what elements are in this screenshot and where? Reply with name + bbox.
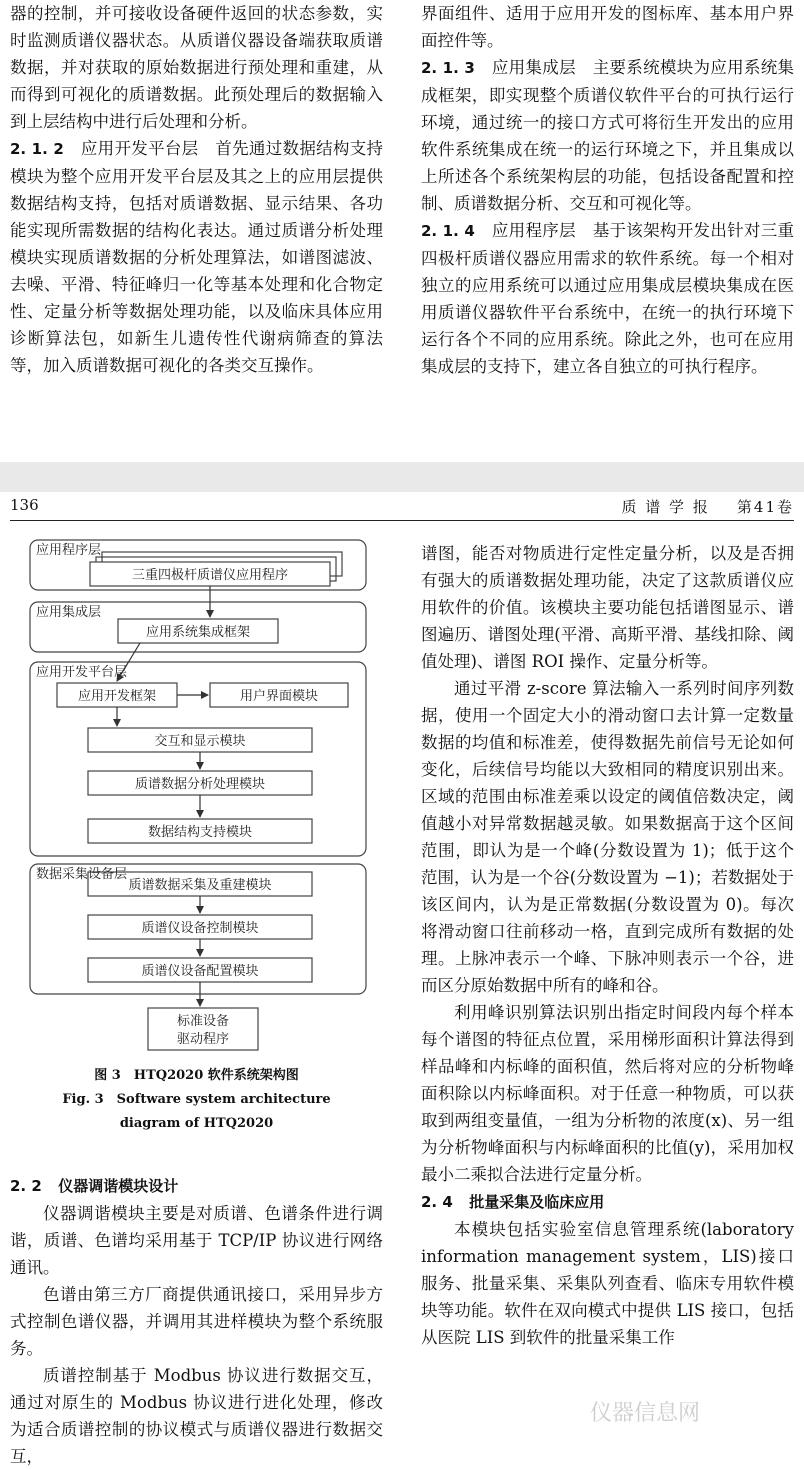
caption-en-2: diagram of HTQ2020 (119, 1116, 274, 1131)
section-title: 应用开发平台层 (80, 139, 199, 158)
section-2-2-heading (10, 1172, 383, 1200)
caption-en-1: Fig. 3 Software system architecture (62, 1092, 331, 1107)
section-title: 应用集成层 (491, 58, 576, 77)
header-rule (10, 520, 794, 521)
section-2-1-2 (10, 135, 383, 379)
section-number: 2. 1. 3 (421, 59, 475, 77)
section-title: 应用程序层 (491, 221, 576, 240)
integration-framework-label: 应用系统集成框架 (145, 625, 251, 640)
page-number: 136 (10, 496, 39, 514)
paragraph: 本模块包括实验室信息管理系统(laboratory information management system，LIS)接口服务、批量采集、采集队列查看、临床专用软件模块等功能。软件在双向模式中提供 LIS 接口，包括从医院 LIS 到软件的批量采集工作 (421, 1220, 794, 1347)
section-number: 2. 2 (10, 1177, 42, 1195)
interaction-module-label: 交互和显示模块 (154, 734, 246, 749)
paragraph: 利用峰识别算法识别出指定时间段内每个样本每个谱图的特征点位置，采用梯形面积计算法得到样品峰和内标峰的面积值，然后将对应的分析物峰面积除以内标峰面积。对于任意一种物质，可以获取到两组变量值，一组为分析物的浓度(x)、另一组为分析物峰面积与内标峰面积的比值(y)，采用加权最小二乘拟合法进行定量分析。 (421, 1003, 794, 1184)
paragraph: 质谱控制基于 Modbus 协议进行数据交互，通过对原生的 Modbus 协议进行进化处理，修改为适合质谱控制的协议模式与质谱仪器进行数据交互， (10, 1366, 383, 1466)
paragraph: 色谱由第三方厂商提供通讯接口，采用异步方式控制色谱仪器，并调用其进样模块为整个系统服务。 (10, 1285, 383, 1358)
paragraph: 谱图，能否对物质进行定性定量分析，以及是否拥有强大的质谱数据处理功能，决定了这款质谱仪应用软件的价值。该模块主要功能包括谱图显示、谱图遍历、谱图处理(平滑、高斯平滑、基线扣除、阈值处理)、谱图 ROI 操作、定量分析等。 (421, 544, 794, 671)
driver-label-line1: 标准设备 (176, 1014, 230, 1029)
section-text: 主要系统模块为应用系统集成框架，即实现整个质谱仪软件平台的可执行运行环境，通过统一的接口方式可将衍生开发出的应用软件系统集成在统一的运行环境之下，并且集成以上所述各个系统架构层的功能，包括设备配置和控制、质谱数据分析、交互和可视化等。 (421, 58, 795, 213)
top-right-column (421, 0, 794, 380)
analysis-module-label: 质谱数据分析处理模块 (134, 777, 266, 792)
architecture-diagram (10, 536, 383, 1066)
section-text: 首先通过数据结构支持模块为整个应用开发平台层及其之上的应用层提供数据结构支持，包括对质谱数据、显示结果、各功能实现所需数据的结构化表达。通过质谱分析处理模块实现质谱数据的分析处理算法，如谱图滤波、去噪、平滑、特征峰归一化等基本处理和化合物定性、定量分析等数据处理功能，以及临床具体应用诊断算法包，如新生儿遗传性代谢病筛查的算法等，加入质谱数据可视化的各类交互操作。 (10, 139, 384, 375)
app-program-label: 三重四极杆质谱仪应用程序 (131, 568, 289, 583)
bottom-right-column (421, 540, 794, 1351)
journal-name: 质 谱 学 报 (621, 498, 710, 516)
journal-info (622, 496, 794, 517)
paragraph: 仪器调谐模块主要是对质谱、色谱条件进行调谐，质谱、色谱均采用基于 TCP/IP 协议进行网络通讯。 (10, 1204, 383, 1277)
dev-framework-label: 应用开发框架 (77, 689, 157, 704)
caption-cn: 图 3 HTQ2020 软件系统架构图 (94, 1068, 299, 1083)
figure-caption (10, 1064, 383, 1136)
datastruct-module-label: 数据结构支持模块 (147, 825, 253, 840)
layer-acquisition-label: 数据采集设备层 (36, 867, 128, 882)
top-left-column (10, 0, 383, 379)
page-gap (0, 462, 804, 492)
section-number: 2. 1. 2 (10, 140, 64, 158)
layer-integration-label: 应用集成层 (36, 605, 102, 620)
control-module-label: 质谱仪设备控制模块 (141, 921, 259, 936)
paragraph: 器的控制，并可接收设备硬件返回的状态参数，实时监测质谱仪器状态。从质谱仪器设备端获取质谱数据，并对获取的原始数据进行预处理和重建，从而得到可视化的质谱数据。此预处理后的数据输入到上层结构中进行后处理和分析。 (10, 4, 383, 131)
layer-platform-label: 应用开发平台层 (36, 665, 128, 680)
section-2-4-heading (421, 1188, 794, 1216)
paragraph: 界面组件、适用于应用开发的图标库、基本用户界面控件等。 (421, 4, 794, 50)
volume: 第41卷 (736, 498, 794, 516)
section-number: 2. 1. 4 (421, 222, 475, 240)
watermark: 仪器信息网 (590, 1401, 701, 1426)
bottom-left-column (10, 1172, 383, 1470)
ui-module-label: 用户界面模块 (239, 689, 319, 704)
section-title: 仪器调谐模块设计 (58, 1177, 179, 1195)
section-2-1-4 (421, 217, 794, 380)
section-title: 批量采集及临床应用 (469, 1193, 605, 1211)
section-text: 基于该架构开发出针对三重四极杆质谱仪器应用需求的软件系统。每一个相对独立的应用系统可以通过应用集成层模块集成在医用质谱仪器软件平台系统中，在统一的执行环境下运行各个不同的应用系统。除此之外，也可在应用集成层的支持下，建立各自独立的可执行程序。 (421, 221, 795, 376)
running-header (10, 494, 794, 518)
acq-module-label: 质谱数据采集及重建模块 (128, 878, 272, 893)
driver-label-line2: 驱动程序 (176, 1032, 230, 1047)
layer-app-label: 应用程序层 (36, 543, 102, 558)
paragraph: 通过平滑 z-score 算法输入一系列时间序列数据，使用一个固定大小的滑动窗口去计算一定数量数据的均值和标准差，使得数据先前信号无论如何变化，后续信号均能以大致相同的精度识别出来。区域的范围由标准差乘以设定的阈值倍数决定，阈值越小对异常数据越灵敏。如果数据高于这个区间范围，即认为是一个峰(分数设置为 1)；低于这个范围，认为是一个谷(分数设置为 −1)；若数据处于该区间内，认为是正常数据(分数设置为 0)。每次将滑动窗口往前移动一格，直到完成所有数据的处理。上脉冲表示一个峰、下脉冲则表示一个谷，进而区分原始数据中所有的峰和谷。 (421, 679, 794, 995)
section-number: 2. 4 (421, 1193, 453, 1211)
section-2-1-3 (421, 54, 794, 217)
config-module-label: 质谱仪设备配置模块 (141, 964, 259, 979)
